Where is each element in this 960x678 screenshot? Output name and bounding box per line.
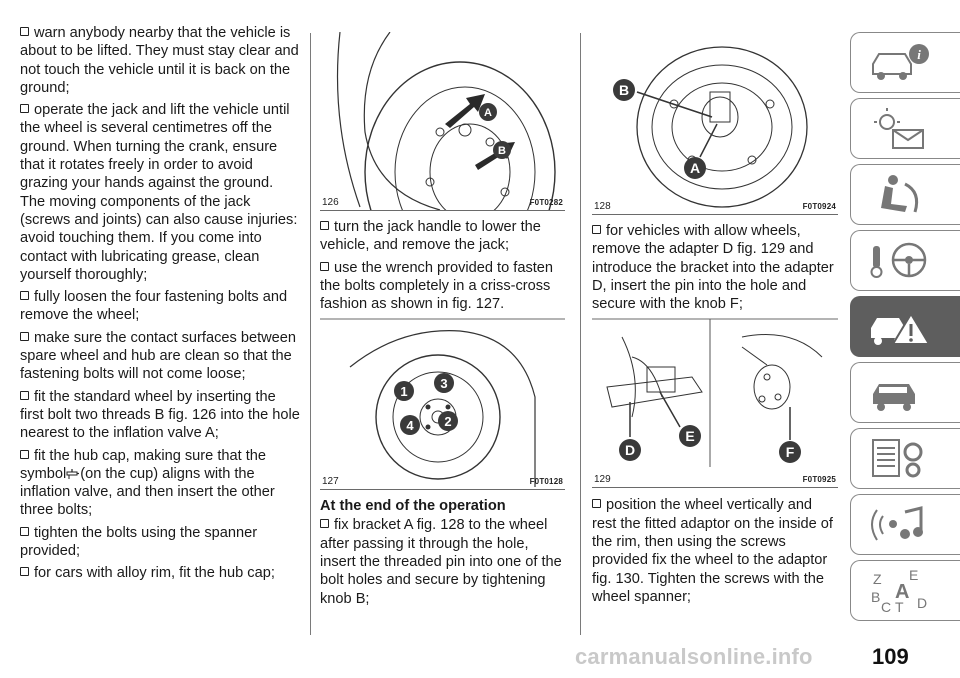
- warning-lights-icon: [865, 106, 935, 152]
- checkbox-bullet-icon: [320, 221, 329, 230]
- tab-starting-driving[interactable]: [850, 230, 960, 291]
- checkbox-bullet-icon: [20, 450, 29, 459]
- tab-technical-data[interactable]: [850, 428, 960, 489]
- list-item: operate the jack and lift the vehicle until the wheel is several centimetres off the ground. When turning the crank, ensure that it rotates freely in order to avoid grazing your hands against the ground. The moving components of the jack (screws and joints) can also cause injuries: avoid touching them. If you come into contact with lubricating grease, clean yourself thoroughly;: [20, 102, 298, 283]
- bolt-sequence-illustration: [320, 317, 565, 489]
- bolt-label-2: 2: [444, 414, 452, 430]
- watermark: carmanualsonline.info: [575, 644, 813, 669]
- column-divider: [580, 33, 581, 635]
- checkbox-bullet-icon: [592, 225, 601, 234]
- adapter-illustration: [592, 317, 838, 487]
- figure-129: [592, 317, 838, 488]
- key-steering-icon: [865, 238, 935, 284]
- list-item: tighten the bolts using the spanner provided;: [20, 524, 258, 560]
- figure-code: F0T0925: [802, 475, 836, 485]
- figure-number: 129: [594, 474, 611, 486]
- list-item: make sure the contact surfaces between spare wheel and hub are clean so that the fastening bolts will not come loose;: [20, 329, 297, 383]
- tab-servicing[interactable]: [850, 362, 960, 423]
- list-item: fit the standard wheel by inserting the first bolt two threads B fig. 126 into the hole nearest to the inflation valve A;: [20, 388, 300, 442]
- list-item: turn the jack handle to lower the vehicle, and remove the jack;: [320, 219, 541, 254]
- checkbox-bullet-icon: [20, 27, 29, 36]
- list-item: fit the hub cap, making sure that the symbol (on the cup) aligns with the inflation valve, and then insert the other three bolts;: [20, 447, 275, 519]
- figure-code: F0T0924: [802, 202, 836, 211]
- figure-label-f: F: [785, 444, 795, 461]
- column-divider: [310, 33, 311, 635]
- list-item: for vehicles with allow wheels, remove the adapter D fig. 129 and introduce the bracket into the adapter D, insert the pin into the hole and secure with the knob F;: [592, 223, 834, 313]
- emergency-icon: [865, 304, 935, 350]
- list-item: fully loosen the four fastening bolts and remove the wheel;: [20, 289, 288, 324]
- svg-text:Z: Z: [873, 571, 882, 587]
- tab-safety[interactable]: [850, 164, 960, 225]
- specifications-icon: [865, 436, 935, 482]
- car-maintenance-icon: [865, 370, 935, 416]
- svg-text:i: i: [917, 47, 921, 62]
- bolt-label-3: 3: [440, 376, 448, 392]
- svg-text:C: C: [881, 599, 892, 614]
- figure-label-a: A: [484, 107, 492, 119]
- spare-wheel-bracket-illustration: [592, 32, 838, 214]
- tab-in-an-emergency[interactable]: [850, 296, 960, 357]
- checkbox-bullet-icon: [20, 527, 29, 536]
- figure-code: F0T0128: [529, 477, 563, 487]
- chapter-tabs: [850, 32, 960, 626]
- checkbox-bullet-icon: [20, 332, 29, 341]
- list-item: use the wrench provided to fasten the bolts completely in a criss-cross fashion as shown in fig. 127.: [320, 259, 554, 313]
- figure-label-a: A: [689, 160, 701, 176]
- list-item: for cars with alloy rim, fit the hub cap;: [20, 564, 302, 582]
- car-info-icon: [865, 40, 935, 86]
- figure-label-e: E: [685, 428, 695, 445]
- list-item: fix bracket A fig. 128 to the wheel after passing it through the hole, insert the threaded pin into one of the bolt holes and secure by tightening knob B;: [320, 517, 562, 607]
- tab-warning-lights[interactable]: [850, 98, 960, 159]
- index-icon: [865, 568, 935, 614]
- valve-symbol-icon: [66, 468, 80, 480]
- list-item: warn anybody nearby that the vehicle is about to be lifted. They must stay clear and not touch the vehicle until it is back on the ground;: [20, 25, 299, 96]
- figure-label-b: B: [498, 145, 506, 157]
- column-3: [592, 0, 838, 610]
- svg-text:A: A: [895, 581, 910, 603]
- column-1: [20, 24, 302, 587]
- tab-multimedia[interactable]: [850, 494, 960, 555]
- column-2: [320, 0, 565, 612]
- figure-number: 126: [322, 197, 339, 208]
- list-item: position the wheel vertically and rest the fitted adaptor on the inside of the rim, then using the screws provided fix the wheel to the adaptor fig. 130. Tighten the screws with the wheel spanner;: [592, 497, 833, 605]
- seat-safety-icon: [865, 172, 935, 218]
- multimedia-icon: [865, 502, 935, 548]
- svg-text:B: B: [871, 589, 881, 605]
- tab-index[interactable]: [850, 560, 960, 621]
- figure-126: [320, 32, 565, 211]
- bolt-label-1: 1: [400, 384, 408, 400]
- section-heading: At the end of the operation: [320, 498, 506, 515]
- svg-text:D: D: [917, 595, 928, 611]
- bolt-label-4: 4: [406, 418, 414, 434]
- checkbox-bullet-icon: [20, 567, 29, 576]
- figure-number: 127: [322, 476, 339, 488]
- checkbox-bullet-icon: [20, 104, 29, 113]
- tab-dashboard[interactable]: [850, 32, 960, 93]
- figure-128: [592, 32, 838, 215]
- figure-127: [320, 317, 565, 490]
- checkbox-bullet-icon: [320, 262, 329, 271]
- figure-number: 128: [594, 201, 611, 212]
- figure-label-b: B: [618, 82, 630, 98]
- checkbox-bullet-icon: [20, 391, 29, 400]
- checkbox-bullet-icon: [320, 519, 329, 528]
- figure-label-d: D: [624, 442, 636, 459]
- svg-text:E: E: [909, 568, 919, 583]
- figure-code: F0T0282: [529, 198, 563, 207]
- checkbox-bullet-icon: [592, 499, 601, 508]
- checkbox-bullet-icon: [20, 291, 29, 300]
- svg-text:T: T: [895, 599, 904, 614]
- wheel-mounting-illustration: [320, 32, 565, 210]
- page-number: 109: [872, 644, 909, 669]
